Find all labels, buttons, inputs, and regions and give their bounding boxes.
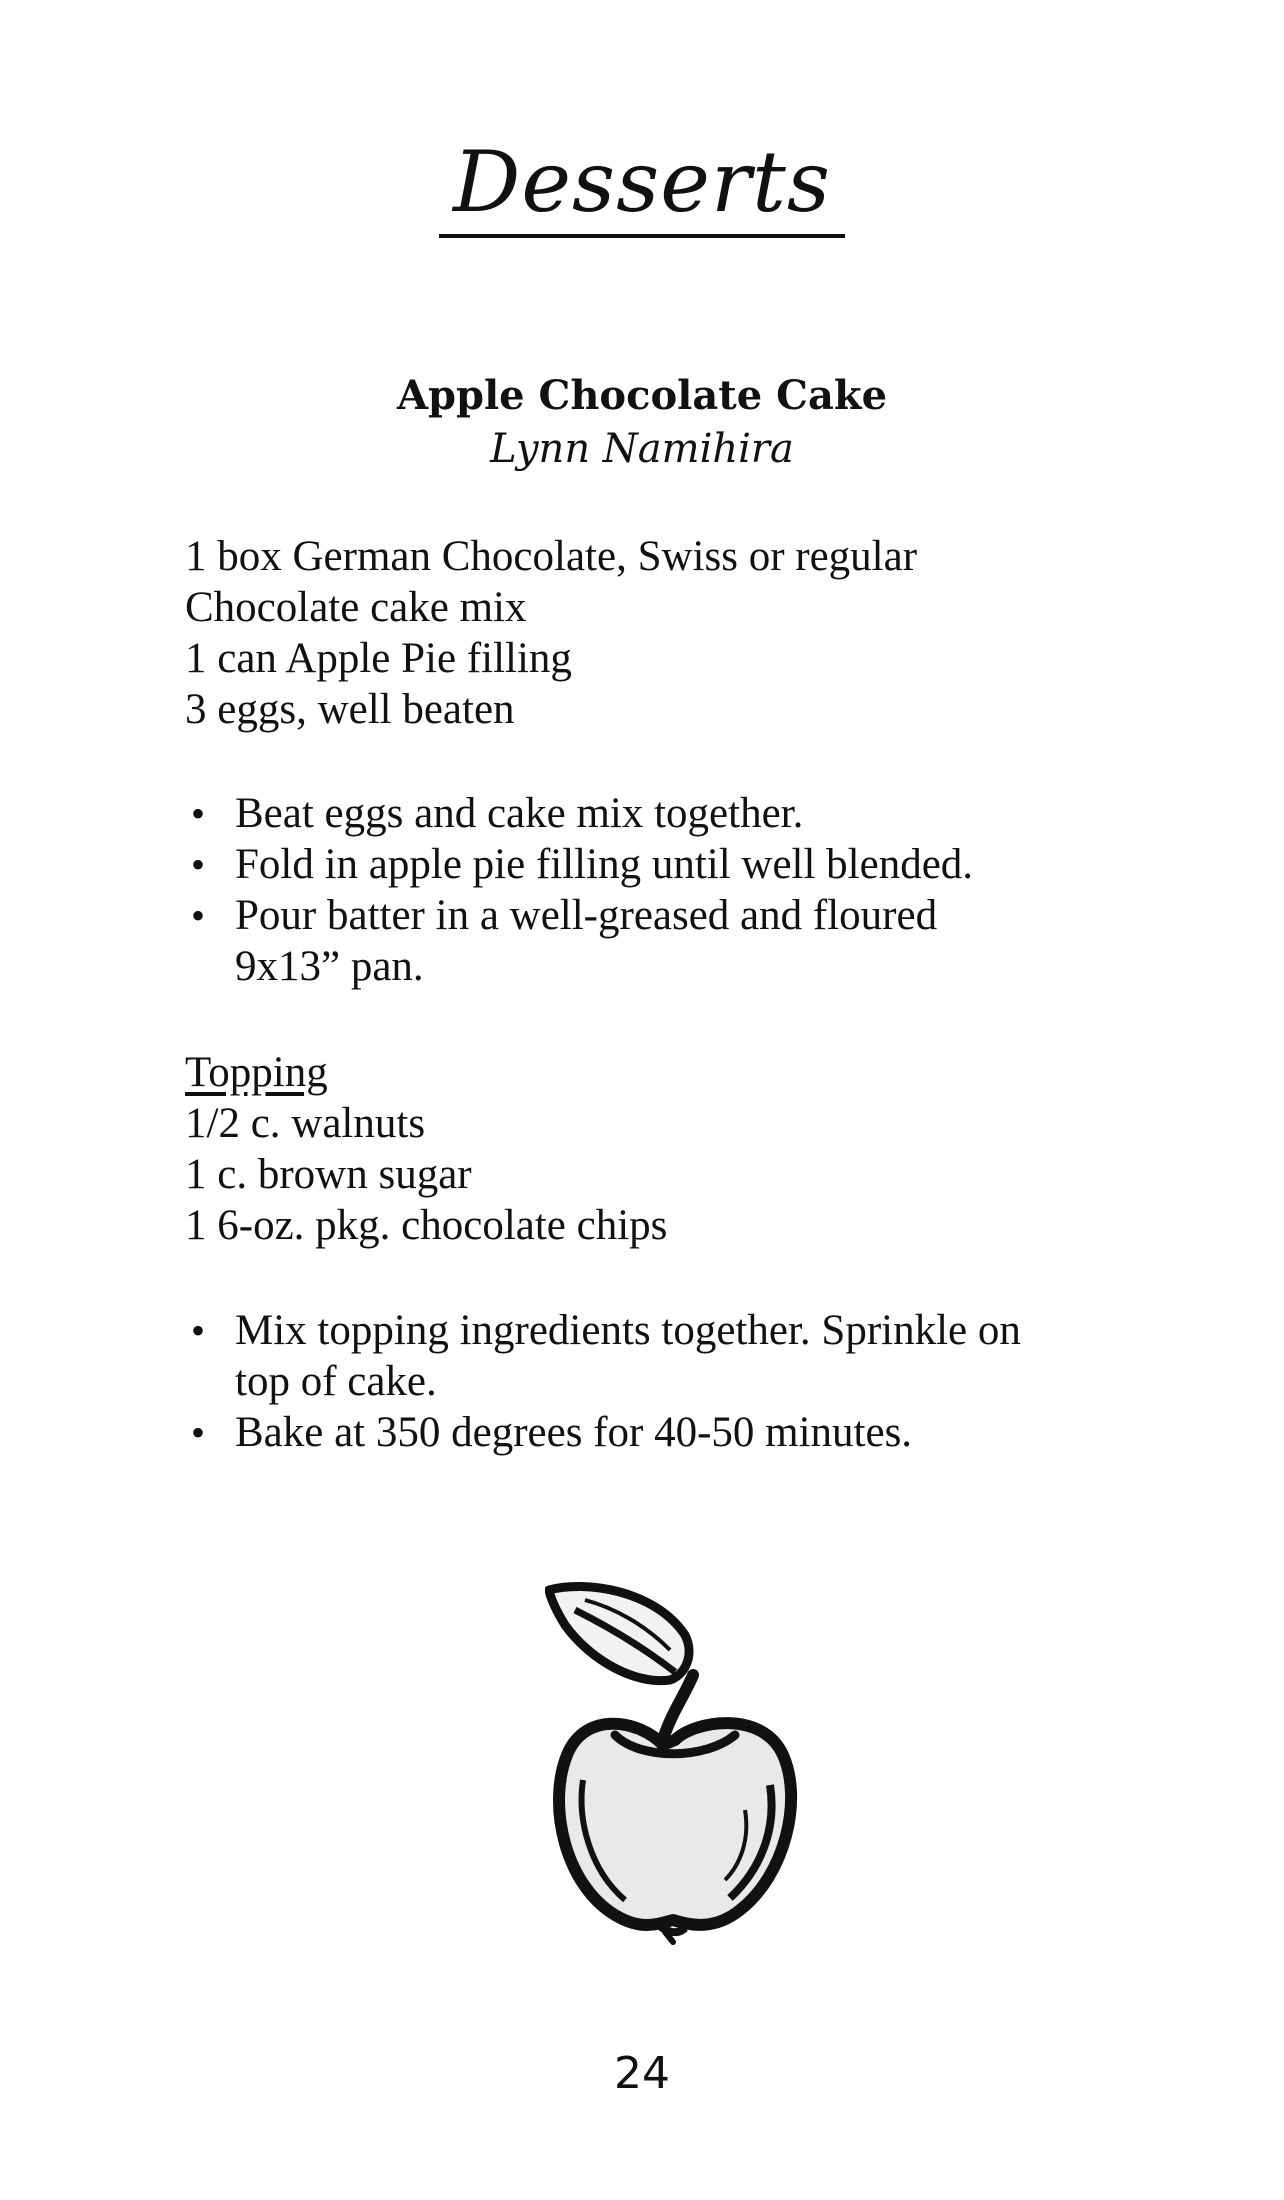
- page-number: 24: [614, 2048, 670, 2099]
- bullet-icon: •: [191, 791, 206, 836]
- step-item: [185, 1305, 1185, 1407]
- step-text: Beat eggs and cake mix together.: [235, 790, 804, 837]
- ingredient-line: Chocolate cake mix: [185, 584, 527, 631]
- topping-ingredient-line: 1 c. brown sugar: [185, 1151, 472, 1198]
- ingredient-list: [185, 531, 1185, 735]
- step-text: Mix topping ingredients together. Sprinkle on: [235, 1307, 1021, 1354]
- step-item: [185, 890, 1185, 992]
- bullet-icon: •: [191, 842, 206, 887]
- apple-icon: [545, 1580, 805, 1945]
- step-text: Pour batter in a well-greased and floured: [235, 892, 938, 939]
- step-list: [185, 788, 1185, 992]
- step-item: [185, 839, 1185, 890]
- topping-ingredient-line: 1/2 c. walnuts: [185, 1100, 426, 1147]
- ingredient-line: 3 eggs, well beaten: [185, 686, 515, 733]
- step-item: [185, 788, 1185, 839]
- topping-step-list: [185, 1305, 1185, 1458]
- recipe-author: Lynn Namihira: [490, 426, 794, 472]
- topping-heading: Topping: [185, 1049, 328, 1096]
- ingredient-line: 1 box German Chocolate, Swiss or regular: [185, 533, 918, 580]
- step-text: Fold in apple pie filling until well blended.: [235, 841, 974, 888]
- ingredient-line: 1 can Apple Pie filling: [185, 635, 572, 682]
- step-text: Bake at 350 degrees for 40-50 minutes.: [235, 1409, 913, 1456]
- step-item: [185, 1407, 1185, 1458]
- topping-ingredient-line: 1 6-oz. pkg. chocolate chips: [185, 1202, 668, 1249]
- topping-section: [185, 1047, 1185, 1251]
- step-text: top of cake.: [235, 1358, 437, 1405]
- section-title: [0, 133, 1284, 238]
- bullet-icon: •: [191, 1308, 206, 1353]
- section-title-text: Desserts: [439, 140, 845, 238]
- bullet-icon: •: [191, 1410, 206, 1455]
- recipe-title: Apple Chocolate Cake: [396, 372, 888, 419]
- bullet-icon: •: [191, 893, 206, 938]
- step-text: 9x13” pan.: [235, 943, 424, 990]
